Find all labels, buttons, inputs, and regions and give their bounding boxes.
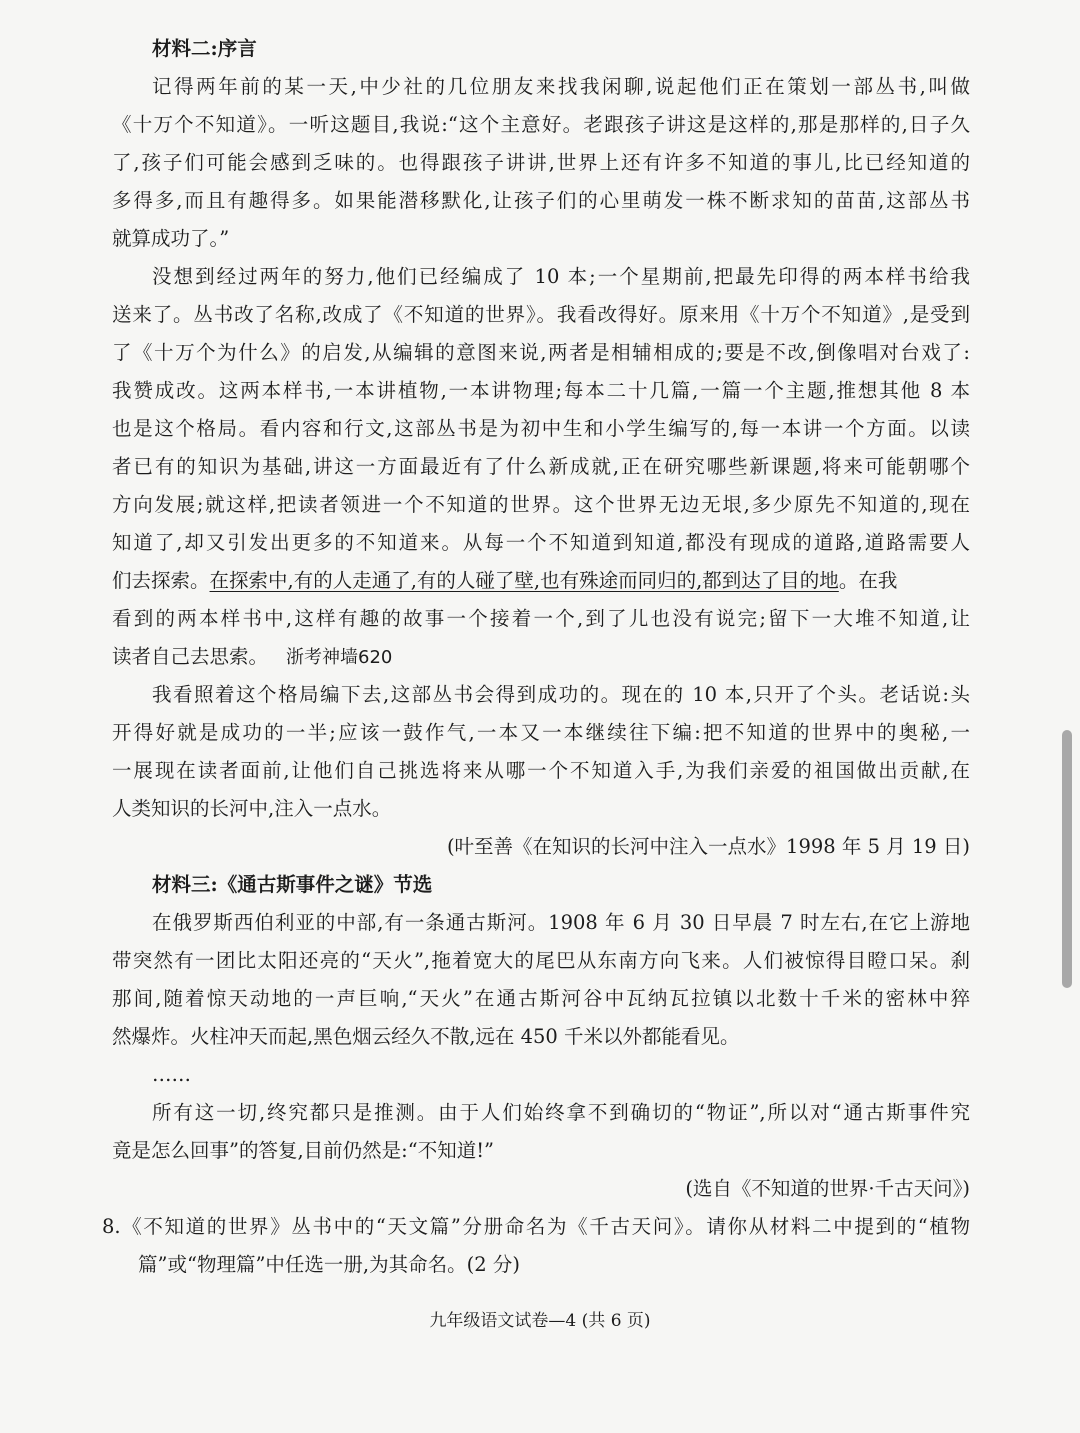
material2-para3-line-2: 开得好就是成功的一半;应该一鼓作气,一本又一本继续往下编:把不知道的世界中的奥秘,一 (112, 721, 970, 744)
material2-heading: 材料二:序言 (152, 37, 257, 60)
material2-line-15: 看到的两本样书中,这样有趣的故事一个接着一个,到了儿也没有说完;留下一大堆不知道,让 (112, 607, 970, 630)
line-16-text: 读者自己去思索。 (112, 645, 269, 668)
material2-line-4: 多得多,而且有趣得多。如果能潜移默化,让孩子们的心里萌发一株不断求知的苗苗,这部丛书 (112, 189, 970, 212)
material2-para3-line-1: 我看照着这个格局编下去,这部丛书会得到成功的。现在的 10 本,只开了个头。老话说:头 (152, 683, 970, 706)
material2-line-16 (112, 638, 970, 676)
material3-para1-line-3: 那间,随着惊天动地的一声巨响,“天火”在通古斯河谷中瓦纳瓦拉镇以北数十千米的密林中猝 (112, 987, 970, 1010)
material2-line-14 (112, 562, 970, 600)
material2-line-2: 《十万个不知道》。一听这题目,我说:“这个主意好。老跟孩子讲这是这样的,那是那样的,日子久 (112, 113, 970, 136)
material3-para2-line-1: 所有这一切,终究都只是推测。由于人们始终拿不到确切的“物证”,所以对“通古斯事件究 (152, 1101, 970, 1124)
material2-para3-line-4: 人类知识的长河中,注入一点水。 (112, 797, 392, 820)
material3-heading: 材料三:《通古斯事件之谜》节选 (152, 873, 433, 896)
material3-ellipsis: …… (152, 1063, 191, 1086)
material3-source: (选自《不知道的世界·千古天问》) (685, 1177, 970, 1200)
material2-line-10: 也是这个格局。看内容和行文,这部丛书是为初中生和小学生编写的,每一本讲一个方面。以读 (112, 417, 970, 440)
line-14-start: 们去探索。 (112, 569, 210, 592)
material2-line-1: 记得两年前的某一天,中少社的几位朋友来找我闲聊,说起他们正在策划一部丛书,叫做 (152, 75, 970, 98)
material2-line-7: 送来了。丛书改了名称,改成了《不知道的世界》。我看改得好。原来用《十万个不知道》,是受到 (112, 303, 970, 326)
material3-para2-line-2: 竟是怎么回事”的答复,目前仍然是:“不知道!” (112, 1139, 495, 1162)
material3-para1-line-2: 带突然有一团比太阳还亮的“天火”,拖着宽大的尾巴从东南方向飞来。人们被惊得目瞪口呆。刹 (112, 949, 970, 972)
line-14-end: 。在我 (838, 569, 898, 592)
scrollbar-thumb[interactable] (1062, 730, 1072, 988)
exam-page-content (102, 30, 970, 1284)
material3-para1-line-1: 在俄罗斯西伯利亚的中部,有一条通古斯河。1908 年 6 月 30 日早晨 7 时左右,在它上游地 (152, 911, 970, 934)
material2-line-5: 就算成功了。” (112, 227, 230, 250)
material2-line-12: 方向发展;就这样,把读者领进一个不知道的世界。这个世界无边无垠,多少原先不知道的,现在 (112, 493, 970, 516)
underlined-sentence: 在探索中,有的人走通了,有的人碰了壁,也有殊途而同归的,都到达了目的地 (209, 569, 839, 592)
material2-line-6: 没想到经过两年的努力,他们已经编成了 10 本;一个星期前,把最先印得的两本样书给我 (152, 265, 970, 288)
material2-line-13: 知道了,却又引发出更多的不知道来。从每一个不知道到知道,都没有现成的道路,道路需要人 (112, 531, 970, 554)
material2-line-11: 者已有的知识为基础,讲这一方面最近有了什么新成就,正在研究哪些新课题,将来可能朝哪个 (112, 455, 970, 478)
material2-para3-line-3: 一展现在读者面前,让他们自己挑选将来从哪一个不知道入手,为我们亲爱的祖国做出贡献,在 (112, 759, 970, 782)
watermark-text: 浙考神墙620 (286, 647, 393, 668)
material2-source: (叶至善《在知识的长河中注入一点水》1998 年 5 月 19 日) (446, 835, 970, 858)
material3-para1-line-4: 然爆炸。火柱冲天而起,黑色烟云经久不散,远在 450 千米以外都能看见。 (112, 1025, 740, 1048)
material2-line-3: 了,孩子们可能会感到乏味的。也得跟孩子讲讲,世界上还有许多不知道的事儿,比已经知道的 (112, 151, 970, 174)
material2-line-8: 了《十万个为什么》的启发,从编辑的意图来说,两者是相辅相成的;要是不改,倒像唱对台戏了: (112, 341, 970, 364)
question-8-line-2: 篇”或“物理篇”中任选一册,为其命名。(2 分) (138, 1253, 520, 1276)
material2-line-9: 我赞成改。这两本样书,一本讲植物,一本讲物理;每本二十几篇,一篇一个主题,推想其他 8 本 (112, 379, 970, 402)
page-footer: 九年级语文试卷—4 (共 6 页) (429, 1311, 651, 1331)
question-8-line-1: 8.《不知道的世界》丛书中的“天文篇”分册命名为《千古天问》。请你从材料二中提到的“植物 (102, 1215, 970, 1238)
